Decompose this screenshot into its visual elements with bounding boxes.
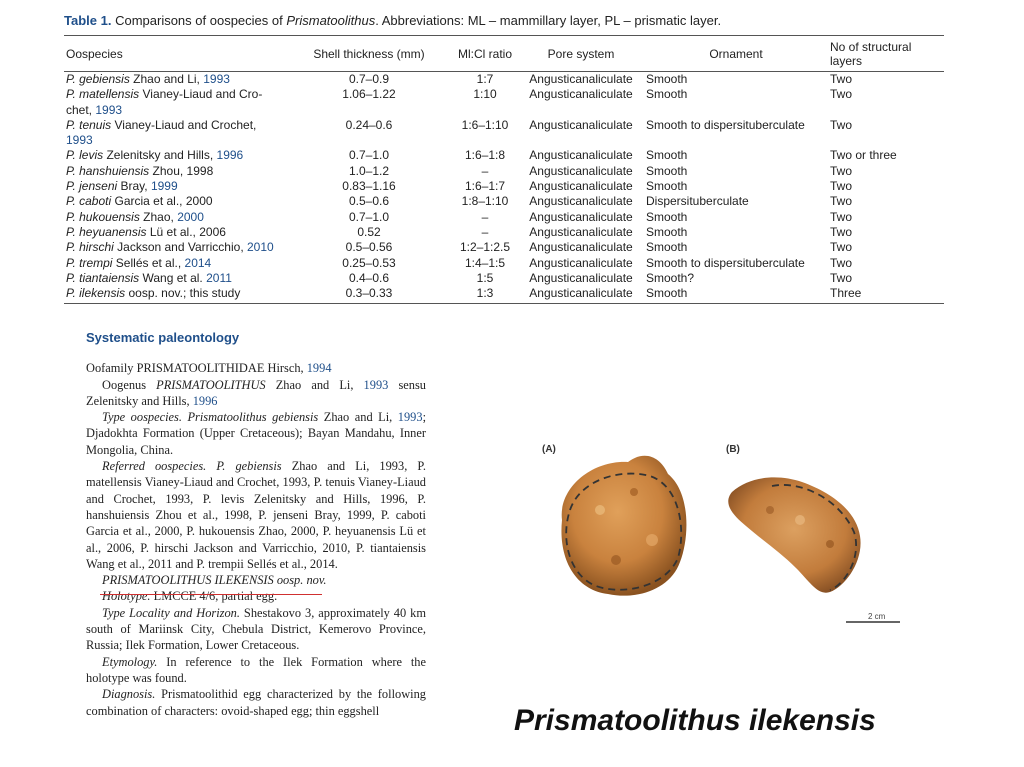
oogenus-prefix: Oogenus xyxy=(102,377,157,392)
cell-structural-layers: Two xyxy=(830,87,853,102)
cell-pore-system: Angusticanaliculate xyxy=(529,240,633,255)
cell-pore-system: Angusticanaliculate xyxy=(529,117,633,132)
table-body xyxy=(64,72,944,304)
table-row xyxy=(64,225,944,240)
species-name: P. tenuis xyxy=(66,117,112,132)
species-authority: Zhao, xyxy=(139,209,178,224)
cell-ornament: Dispersituberculate xyxy=(646,194,749,209)
species-name: P. hanshuiensis xyxy=(66,163,150,178)
cell-shell-thickness: 0.7–0.9 xyxy=(348,72,390,86)
species-name: P. matellensis xyxy=(66,87,140,102)
paper-text-column xyxy=(86,330,426,719)
cell-ratio: 1:8–1:10 xyxy=(461,194,509,209)
cell-shell-thickness: 0.52 xyxy=(357,224,381,239)
oofamily-text: Oofamily PRISMATOOLITHIDAE Hirsch, xyxy=(86,361,307,376)
cell-pore-system: Angusticanaliculate xyxy=(529,72,633,86)
table-row xyxy=(64,164,944,179)
cell-ornament: Smooth xyxy=(646,163,688,178)
species-name: P. trempi xyxy=(66,255,113,270)
comparison-table-block xyxy=(64,12,946,304)
holotype-para xyxy=(86,588,426,604)
species-year: 2000 xyxy=(177,209,204,224)
table-number: Table 1. xyxy=(64,13,112,28)
cell-shell-thickness: 1.0–1.2 xyxy=(348,163,390,178)
cell-oospecies xyxy=(64,72,286,88)
cell-ornament: Smooth xyxy=(646,72,688,86)
table-row xyxy=(64,118,944,149)
species-year: 2011 xyxy=(206,270,232,285)
table-title-genus: Prismatoolithus xyxy=(286,13,376,28)
cell-shell-thickness: 0.3–0.33 xyxy=(286,286,452,304)
header-ratio: Ml:Cl ratio xyxy=(452,36,518,72)
cell-ratio: 1:3 xyxy=(452,286,518,304)
cell-oospecies xyxy=(64,148,286,163)
table-title-text: Comparisons of oospecies of xyxy=(115,13,283,28)
cell-structural-layers: Three xyxy=(828,286,944,304)
holotype-label: Holotype. xyxy=(102,589,151,604)
oospecies-table xyxy=(64,35,944,304)
cell-oospecies xyxy=(64,118,286,149)
header-ornament: Ornament xyxy=(644,36,828,72)
species-authority: Zhao and Li, xyxy=(129,72,204,86)
cell-pore-system: Angusticanaliculate xyxy=(529,148,633,163)
figure-label-b: (B) xyxy=(726,444,740,455)
species-authority: Zhou, 1998 xyxy=(149,163,214,178)
cell-structural-layers: Two xyxy=(830,72,853,86)
cell-ratio: – xyxy=(481,224,489,239)
table-row xyxy=(64,240,944,255)
cell-ornament: Smooth xyxy=(646,179,688,194)
cell-ornament: Smooth xyxy=(646,224,688,239)
cell-structural-layers: Two xyxy=(830,194,853,209)
species-authority: Zelenitsky and Hills, xyxy=(103,148,217,163)
species-authority: Sellés et al., xyxy=(112,255,185,270)
cell-ratio: – xyxy=(481,209,489,224)
oogenus-authors: Zhao and Li, xyxy=(265,377,364,392)
species-authority: Lü et al., 2006 xyxy=(146,224,226,239)
cell-structural-layers: Two xyxy=(830,224,853,239)
referred-text: Zhao and Li, 1993, P. matellensis Vianey-Liaud and Crochet, 1993, P. tenuis Vianey-Liaud and Crochet, 1993, P. levis Zelenitsky and Hills, 1996, P. hanshuiensis Zhou et al., 1998, P. jenseni Bray, 1999, P. caboti Garcia et al., 2000, P. hukouensis Zhao, 2000, P. heyuanensis Lü et al., 2006, P. hirschi Jackson and Varricchio, 2010, P. tiantaiensis Wang et al., 2011 and P. trempii Sellés et al., 2014. xyxy=(86,459,426,571)
oogenus-year-1: 1993 xyxy=(363,377,389,392)
cell-pore-system: Angusticanaliculate xyxy=(529,179,633,194)
cell-shell-thickness: 0.83–1.16 xyxy=(342,179,396,194)
table-row xyxy=(64,271,944,286)
table-title-rest: . Abbreviations: ML – mammillary layer, PL – prismatic layer. xyxy=(375,13,722,28)
cell-ratio: – xyxy=(481,163,489,178)
cell-structural-layers: Two xyxy=(830,179,853,194)
header-structural-layers: No of structural layers xyxy=(828,36,944,72)
cell-pore-system: Angusticanaliculate xyxy=(529,270,633,285)
table-title xyxy=(64,12,946,29)
type-authors: Zhao and Li, xyxy=(318,410,398,425)
cell-pore-system: Angusticanaliculate xyxy=(529,163,633,178)
species-name: P. ilekensis xyxy=(66,286,126,301)
cell-shell-thickness: 0.25–0.53 xyxy=(342,255,396,270)
species-year: 1993 xyxy=(66,133,93,148)
cell-ratio: 1:5 xyxy=(476,270,494,285)
cell-pore-system: Angusticanaliculate xyxy=(529,87,633,102)
cell-ratio: 1:2–1:2.5 xyxy=(459,240,511,255)
cell-ornament: Smooth xyxy=(644,286,828,304)
cell-ratio: 1:10 xyxy=(473,87,497,102)
section-heading: Systematic paleontology xyxy=(86,330,240,345)
cell-oospecies xyxy=(64,194,286,209)
cell-pore-system: Angusticanaliculate xyxy=(529,224,633,239)
table-row xyxy=(64,179,944,194)
cell-oospecies xyxy=(64,256,286,271)
species-name: P. tiantaiensis xyxy=(66,270,140,285)
cell-oospecies xyxy=(64,164,286,179)
cell-structural-layers: Two xyxy=(830,209,853,224)
cell-oospecies xyxy=(64,179,286,194)
egg-a-photo xyxy=(561,456,686,596)
cell-shell-thickness: 0.4–0.6 xyxy=(348,270,390,285)
egg-photos xyxy=(540,440,900,630)
etymology-para xyxy=(86,654,426,687)
oogenus-name: PRISMATOOLITHUS xyxy=(156,377,266,392)
species-authority: Bray, xyxy=(117,179,151,194)
species-authority: Garcia et al., 2000 xyxy=(111,194,213,209)
species-year: 1993 xyxy=(203,72,230,86)
cell-ornament: Smooth xyxy=(646,148,688,163)
cell-ornament: Smooth to dispersituberculate xyxy=(646,255,805,270)
cell-ornament: Smooth xyxy=(646,87,688,102)
species-authority: Vianey-Liaud and Cro-chet, xyxy=(66,87,263,117)
diagnosis-para xyxy=(86,686,426,719)
table-header-row xyxy=(64,36,944,72)
holotype-text: LMCCE 4/6, partial egg. xyxy=(150,589,278,604)
species-year: 1993 xyxy=(95,102,123,117)
cell-shell-thickness: 0.7–1.0 xyxy=(348,148,390,163)
table-row xyxy=(64,286,944,304)
oogenus-sensu: sensu Zelenitsky and Hills, xyxy=(86,377,426,408)
species-authority: Wang et al. xyxy=(139,270,207,285)
cell-shell-thickness: 0.7–1.0 xyxy=(348,209,390,224)
cell-pore-system: Angusticanaliculate xyxy=(529,209,633,224)
new-species-name: PRISMATOOLITHUS ILEKENSIS oosp. nov. xyxy=(102,573,327,588)
referred-label: Referred oospecies. P. gebiensis xyxy=(102,459,282,474)
cell-oospecies xyxy=(64,240,286,255)
red-underline xyxy=(100,594,322,595)
locality-label: Type Locality and Horizon. xyxy=(102,605,240,620)
table-row xyxy=(64,194,944,209)
species-caption: Prismatoolithus ilekensis xyxy=(514,704,876,737)
species-year: 2010 xyxy=(246,240,274,255)
referred-oospecies-para xyxy=(86,458,426,572)
egg-b-photo xyxy=(728,477,860,592)
new-species-line xyxy=(86,572,426,588)
oofamily-line xyxy=(86,360,426,376)
species-name: P. levis xyxy=(66,148,104,163)
cell-oospecies xyxy=(64,225,286,240)
header-shell-thickness: Shell thickness (mm) xyxy=(286,36,452,72)
cell-oospecies xyxy=(64,271,286,286)
etymology-text: In reference to the Ilek Formation where the holotype was found. xyxy=(86,654,426,685)
table-row xyxy=(64,148,944,163)
cell-pore-system: Angusticanaliculate xyxy=(518,286,644,304)
type-locality: ; Djadokhta Formation (Upper Cretaceous); Bayan Mandahu, Inner Mongolia, China. xyxy=(86,410,427,457)
cell-ratio: 1:6–1:10 xyxy=(461,117,509,132)
diagnosis-text: Prismatoolithid egg characterized by the following combination of characters: ovoid-shaped egg; thin eggshell xyxy=(86,687,426,718)
table-row xyxy=(64,72,944,88)
cell-ornament: Smooth? xyxy=(646,270,695,285)
cell-ornament: Smooth xyxy=(646,240,688,255)
species-year: 1999 xyxy=(150,179,178,194)
cell-pore-system: Angusticanaliculate xyxy=(529,255,633,270)
cell-shell-thickness: 0.5–0.56 xyxy=(345,240,393,255)
cell-oospecies xyxy=(64,286,286,304)
cell-pore-system: Angusticanaliculate xyxy=(529,194,633,209)
species-authority: Vianey-Liaud and Crochet, xyxy=(111,117,257,132)
cell-ornament: Smooth xyxy=(646,209,688,224)
species-name: P. gebiensis xyxy=(66,72,130,86)
cell-shell-thickness: 0.24–0.6 xyxy=(345,117,393,132)
species-year: 1996 xyxy=(216,148,244,163)
table-row xyxy=(64,256,944,271)
cell-shell-thickness: 0.5–0.6 xyxy=(348,194,390,209)
cell-ornament: Smooth to dispersituberculate xyxy=(646,117,805,132)
cell-ratio: 1:6–1:8 xyxy=(464,148,506,163)
scale-bar-label: 2 cm xyxy=(868,612,886,621)
cell-ratio: 1:4–1:5 xyxy=(464,255,506,270)
cell-ratio: 1:6–1:7 xyxy=(464,179,506,194)
type-year: 1993 xyxy=(397,410,423,425)
cell-structural-layers: Two xyxy=(830,240,853,255)
species-authority: Jackson and Varricchio, xyxy=(113,240,247,255)
cell-structural-layers: Two xyxy=(830,163,853,178)
cell-oospecies xyxy=(64,210,286,225)
cell-structural-layers: Two xyxy=(830,255,853,270)
cell-ratio: 1:7 xyxy=(476,72,494,86)
header-oospecies: Oospecies xyxy=(64,36,286,72)
cell-shell-thickness: 1.06–1.22 xyxy=(342,87,396,102)
header-pore-system: Pore system xyxy=(518,36,644,72)
locality-text: Shestakovo 3, approximately 40 km south of Mariinsk City, Chebula District, Kemerovo Province, Russia; Ilek Formation, Lower Cretaceous. xyxy=(86,605,426,653)
egg-figure xyxy=(540,440,900,630)
species-name: P. hukouensis xyxy=(66,209,140,224)
oogenus-year-2: 1996 xyxy=(192,393,218,408)
figure-label-a: (A) xyxy=(542,444,556,455)
species-name: P. caboti xyxy=(66,194,112,209)
oogenus-line xyxy=(86,377,426,410)
cell-structural-layers: Two xyxy=(830,270,853,285)
etymology-label: Etymology. xyxy=(102,654,158,669)
species-name: P. hirschi xyxy=(66,240,114,255)
species-year: 2014 xyxy=(184,255,212,270)
cell-oospecies xyxy=(64,87,286,118)
oofamily-year: 1994 xyxy=(306,361,332,376)
species-name: P. jenseni xyxy=(66,179,118,194)
type-oospecies-label: Type oospecies. Prismatoolithus gebiensis xyxy=(102,410,319,425)
cell-structural-layers: Two xyxy=(830,117,853,132)
type-oospecies-para xyxy=(86,409,426,458)
table-row xyxy=(64,210,944,225)
cell-structural-layers: Two or three xyxy=(830,148,897,163)
diagnosis-label: Diagnosis. xyxy=(102,687,156,702)
table-row xyxy=(64,87,944,118)
species-name: P. heyuanensis xyxy=(66,224,147,239)
species-authority: oosp. nov.; this study xyxy=(125,286,241,301)
locality-para xyxy=(86,605,426,654)
